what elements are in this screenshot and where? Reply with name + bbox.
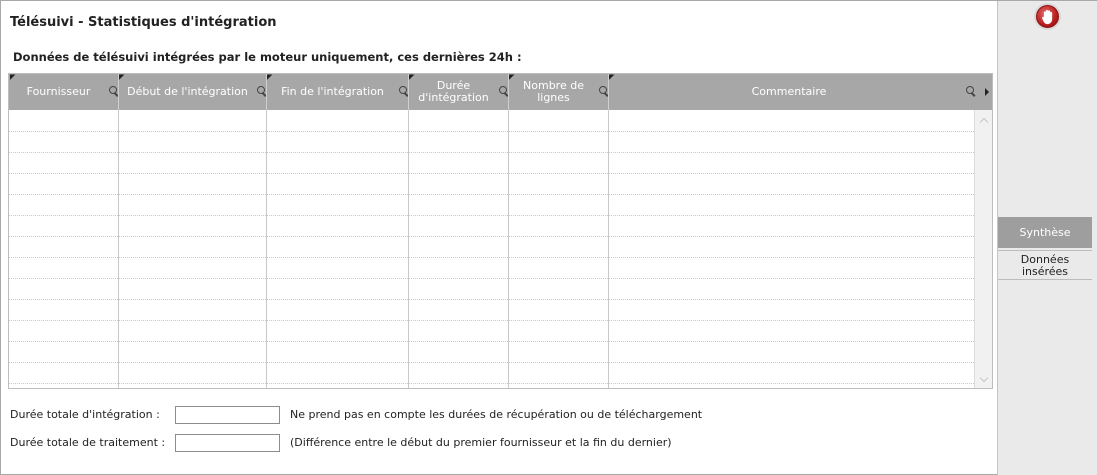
vertical-scrollbar[interactable] [974, 110, 992, 388]
total-processing-note: (Différence entre le début du premier fournisseur et la fin du dernier) [290, 436, 672, 449]
divider [998, 250, 1092, 251]
column-header-debut[interactable] [119, 74, 266, 110]
total-integration-label: Durée totale d'intégration : [10, 408, 160, 421]
column-header-label: Durée d'intégration [418, 79, 489, 104]
sort-handle-icon[interactable]: ◤ [267, 73, 273, 81]
column-header-duree[interactable] [409, 74, 508, 110]
column-header-commentaire[interactable] [609, 74, 979, 110]
stop-hand-icon[interactable] [1036, 5, 1059, 28]
sort-handle-icon[interactable]: ◤ [119, 73, 125, 81]
page-title: Télésuivi - Statistiques d'intégration [10, 15, 277, 30]
column-header-nombre-lignes[interactable] [509, 74, 608, 110]
sort-handle-icon[interactable]: ◤ [10, 73, 16, 81]
grid-header [9, 74, 992, 110]
empty-row [9, 257, 974, 258]
total-processing-field[interactable] [175, 434, 280, 452]
sort-handle-icon[interactable]: ◤ [509, 73, 515, 81]
side-panel [997, 1, 1097, 475]
empty-row [9, 152, 974, 153]
empty-row [9, 299, 974, 300]
chevron-up-icon[interactable] [979, 116, 988, 125]
total-integration-note: Ne prend pas en compte les durées de récupération ou de téléchargement [290, 408, 703, 421]
empty-row [9, 383, 974, 384]
side-tab-label: Données insérées [1020, 253, 1070, 278]
column-header-fournisseur[interactable] [9, 74, 118, 110]
side-tab-synthese[interactable] [998, 217, 1092, 248]
column-header-label: Nombre de lignes [523, 79, 584, 104]
empty-row [9, 131, 974, 132]
column-header-fin[interactable] [267, 74, 408, 110]
column-header-label: Début de l'intégration [127, 85, 248, 98]
empty-row [9, 194, 974, 195]
empty-row [9, 215, 974, 216]
empty-row [9, 173, 974, 174]
arrow-right-icon[interactable] [985, 88, 989, 96]
integration-stats-grid [8, 73, 993, 389]
sort-handle-icon[interactable]: ◤ [609, 73, 615, 81]
sort-handle-icon[interactable]: ◤ [409, 73, 415, 81]
chevron-down-icon[interactable] [979, 375, 988, 384]
search-icon[interactable] [966, 86, 977, 97]
empty-row [9, 320, 974, 321]
hand-glyph-icon [1041, 9, 1055, 25]
total-integration-field[interactable] [175, 406, 280, 424]
empty-row [9, 278, 974, 279]
side-tab-label: Synthèse [1019, 225, 1071, 239]
column-header-label: Fournisseur [26, 85, 91, 98]
column-header-label: Commentaire [751, 85, 827, 98]
grid-caption: Données de télésuivi intégrées par le moteur uniquement, ces dernières 24h : [13, 50, 522, 64]
empty-row [9, 341, 974, 342]
column-header-label: Fin de l'intégration [281, 85, 384, 98]
grid-body[interactable] [9, 110, 974, 388]
total-processing-label: Durée totale de traitement : [10, 436, 166, 449]
side-tab-donnees-inserees[interactable] [998, 253, 1092, 280]
empty-row [9, 236, 974, 237]
empty-row [9, 362, 974, 363]
